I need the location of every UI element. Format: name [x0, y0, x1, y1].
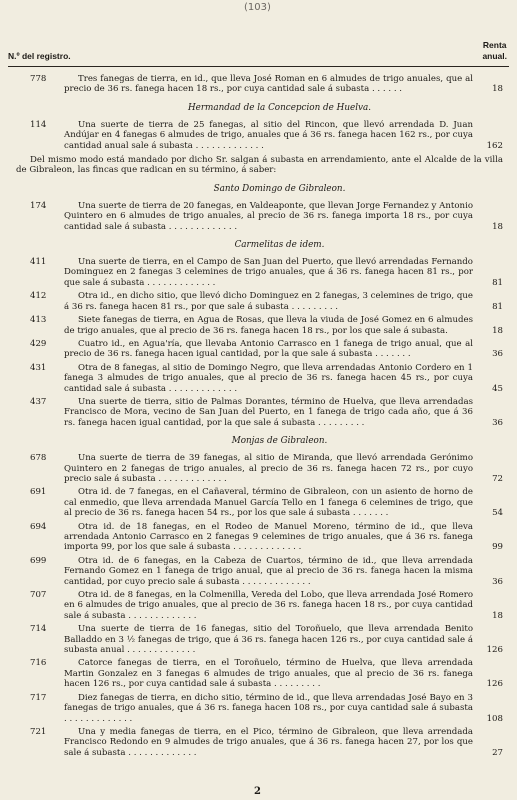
registry-entry — [8, 487, 511, 518]
registry-entry — [8, 201, 511, 232]
document-body — [8, 74, 511, 761]
annual-rent-amount: 36 — [492, 349, 503, 360]
entry-group-a — [8, 74, 511, 95]
annual-rent-heading — [482, 40, 507, 62]
registry-number: 429 — [30, 338, 47, 349]
annual-rent-amount: 18 — [492, 221, 503, 232]
annual-rent-amount: 54 — [492, 508, 503, 519]
entry-group-b — [8, 120, 511, 151]
section-heading-santo-domingo: Santo Domingo de Gibraleon. — [213, 183, 346, 194]
entry-text: Una suerte de tierra de 39 fanegas, al sitio de Miranda, que llevó arrendada Gerónimo Quintero en 2 fanegas de trigo anuales, al precio de 36 rs. fanega hacen 72 rs., por cuyo precio sale á subasta . . . . . . . . . . . . . — [64, 453, 473, 484]
annual-rent-amount: 18 — [492, 84, 503, 95]
entry-group-e — [8, 453, 511, 758]
entry-text: Siete fanegas de tierra, en Agua de Rosas, que lleva la viuda de José Gomez en 6 almudes de trigo anuales, que al precio de 36 rs. fanega hacen 18 rs., por los que sale á subasta. — [64, 315, 473, 336]
entry-text: Otra id. de 18 fanegas, en el Rodeo de Manuel Moreno, término de id., que lleva arrendada Antonio Carrasco en 2 fanegas 9 celemines de trigo anuales, que á 36 rs. fanega importa 99, por los que sale á subasta . . . . . . . . . . . . . — [64, 521, 473, 553]
registry-number: 707 — [30, 590, 47, 601]
registry-entry — [8, 590, 511, 621]
registry-entry — [8, 624, 511, 655]
annual-rent-amount: 36 — [492, 576, 503, 587]
registry-number: 716 — [30, 658, 47, 669]
entry-text: Una suerte de tierra de 16 fanegas, sitio del Toroñuelo, que lleva arrendada Benito Balladdo en 3 ½ fanegas de trigo, que á 36 rs. fanega hacen 126 rs., por cuya cantidad sale á subasta anual . . . . . . . . . . . . . — [64, 624, 473, 656]
registry-entry — [8, 363, 511, 394]
registry-number: 437 — [30, 396, 47, 407]
handwritten-page-note: (103) — [244, 2, 271, 13]
entry-group-d — [8, 257, 511, 428]
entry-text: Una suerte de tierra de 20 fanegas, en Valdeaponte, que llevan Jorge Fernandez y Antonio Quintero en 6 almudes de trigo anuales, al precio de 36 rs. fanega importa 18 rs., por cuya cantidad sale á subasta . . . . . . . . . . . . . — [64, 200, 473, 232]
entry-group-c — [8, 201, 511, 232]
intro-paragraph: Del mismo modo está mandado por dicho Sr. salgan á subasta en arrendamiento, ante el Alcalde de la villa de Gibraleon, las fincas que radican en su término, á saber: — [16, 155, 503, 176]
registry-number: 714 — [30, 624, 47, 635]
registry-number: 431 — [30, 362, 47, 373]
annual-rent-amount: 126 — [486, 645, 503, 656]
entry-text: Una y media fanegas de tierra, en el Pico, término de Gibraleon, que lleva arrendada Francisco Redondo en 9 almudes de trigo anuales, que á 36 rs. fanega hacen 27, por los que sale á subasta . . . . . . . . . . . . . — [64, 726, 473, 758]
registry-number: 411 — [30, 257, 47, 268]
registry-number: 678 — [30, 453, 47, 464]
entry-text: Una suerte de tierra, sitio de Palmas Dorantes, término de Huelva, que lleva arrendadas Francisco de Mora, vecino de San Juan del Puerto, en 1 fanega de trigo cada año, que á 36 rs. fanega hacen igual cantidad, por la que sale á subasta . . . . . . . . . — [64, 396, 473, 428]
registry-number: 691 — [30, 487, 47, 498]
registry-number: 778 — [30, 74, 47, 84]
entry-text: Una suerte de tierra de 25 fanegas, al sitio del Rincon, que llevó arrendada D. Juan Andújar en 4 fanegas 6 almudes de trigo, anuales que á 36 rs. fanega hacen 162 rs., por cuya cantidad anual sale á subasta . . . . . . . . . . . . . — [64, 119, 473, 151]
annual-rent-amount: 45 — [492, 383, 503, 394]
entry-text: Diez fanegas de tierra, en dicho sitio, término de id., que lleva arrendadas José Bayo en 3 fanegas de trigo anuales, que á 36 rs. fanega hacen 108 rs., por cuya cantidad sale á subasta . . . . . . . . . . . . . — [64, 692, 473, 724]
registry-entry — [8, 658, 511, 689]
registry-number: 717 — [30, 692, 47, 703]
registry-entry — [8, 453, 511, 484]
annual-rent-amount: 18 — [492, 610, 503, 621]
section-heading-monjas: Monjas de Gibraleon. — [231, 436, 328, 447]
page-number: 2 — [254, 786, 261, 797]
annual-rent-amount: 18 — [492, 325, 503, 336]
registry-entry — [8, 257, 511, 288]
entry-text: Catorce fanegas de tierra, en el Toroñuelo, término de Huelva, que lleva arrendada Martin Gonzalez en 3 fanegas 6 almudes de trigo anuales, que al precio de 36 rs. fanega hacen 126 rs., por cuya cantidad sale á subasta . . . . . . . . . — [64, 658, 473, 690]
section-heading-carmelitas: Carmelitas de idem. — [234, 240, 325, 251]
annual-rent-amount: 72 — [492, 473, 503, 484]
annual-rent-heading-line2: anual. — [482, 51, 507, 61]
annual-rent-amount: 108 — [486, 713, 503, 724]
registry-number: 174 — [30, 200, 47, 211]
entry-text: Otra id., en dicho sitio, que llevó dicho Dominguez en 2 fanegas, 3 celemines de trigo, que á 36 rs. fanega hacen 81 rs., por que sale á subasta . . . . . . . . . — [64, 291, 473, 312]
registry-number: 694 — [30, 521, 47, 532]
registry-number: 413 — [30, 315, 47, 326]
registry-entry — [8, 693, 511, 724]
entry-text: Otra id. de 8 fanegas, en la Colmenilla, Vereda del Lobo, que lleva arrendada José Romero en 6 almudes de trigo anuales, que al precio de 36 rs. fanega hacen 18 rs., por cuya cantidad sale á subasta . . . . . . . . . . . . . — [64, 590, 473, 621]
table-header — [8, 40, 509, 70]
registry-entry — [8, 397, 511, 428]
annual-rent-amount: 99 — [492, 542, 503, 553]
annual-rent-heading-line1: Renta — [482, 40, 507, 50]
annual-rent-amount: 81 — [492, 277, 503, 288]
section-heading-hermandad: Hermandad de la Concepcion de Huelva. — [187, 102, 372, 113]
registry-entry — [8, 339, 511, 360]
entry-text: Una suerte de tierra, en el Campo de San Juan del Puerto, que llevó arrendadas Fernando Dominguez en 2 fanegas 3 celemines de trigo anuales, que á 36 rs. fanega hacen 81 rs., por que sale á subasta . . . . . . . . . . . . . — [64, 257, 473, 288]
header-rule — [8, 66, 509, 67]
registry-entry — [8, 120, 511, 151]
annual-rent-amount: 126 — [486, 679, 503, 690]
entry-text: Tres fanegas de tierra, en id., que lleva José Roman en 6 almudes de trigo anuales, que al precio de 36 rs. fanega hacen 18 rs., por cuya cantidad sale á subasta . . . . . . — [64, 74, 473, 95]
registry-entry — [8, 556, 511, 587]
annual-rent-amount: 36 — [492, 417, 503, 428]
registry-number: 114 — [30, 119, 47, 130]
entry-text: Cuatro id., en Agua'ría, que llevaba Antonio Carrasco en 1 fanega de trigo anual, que al precio de 36 rs. fanega hacen igual cantidad, por la que sale á subasta . . . . . . . — [64, 338, 473, 360]
registry-number: 699 — [30, 555, 47, 566]
registry-number: 412 — [30, 291, 47, 302]
registry-entry — [8, 291, 511, 312]
annual-rent-amount: 162 — [486, 140, 503, 151]
registry-entry — [8, 315, 511, 336]
registry-entry — [8, 74, 511, 95]
entry-text: Otra id. de 6 fanegas, en la Cabeza de Cuartos, término de id., que lleva arrendada Fernando Gomez en 1 fanega de trigo anual, que al precio de 36 rs. fanega hacen la misma cantidad, por cuyo precio sale á subasta . . . . . . . . . . . . . — [64, 555, 473, 587]
registry-number-heading: N.º del registro. — [8, 51, 71, 61]
annual-rent-amount: 81 — [492, 301, 503, 312]
registry-number: 721 — [30, 726, 47, 737]
registry-entry — [8, 522, 511, 553]
registry-entry — [8, 727, 511, 758]
entry-text: Otra id. de 7 fanegas, en el Cañaveral, término de Gibraleon, con un asiento de horno de cal enmedio, que lleva arrendada Manuel García Tello en 1 fanega 6 celemines de trigo, que al precio de 36 rs. fanega hacen 54 rs., por los que sale á subasta . . . . . . . — [64, 487, 473, 519]
annual-rent-amount: 27 — [492, 747, 503, 758]
entry-text: Otra de 8 fanegas, al sitio de Domingo Negro, que lleva arrendadas Antonio Cordero en 1 fanega 3 almudes de trigo anuales, que al precio de 36 rs. fanega hacen 45 rs., por cuya cantidad sale á subasta . . . . . . . . . . . . . — [64, 362, 473, 394]
